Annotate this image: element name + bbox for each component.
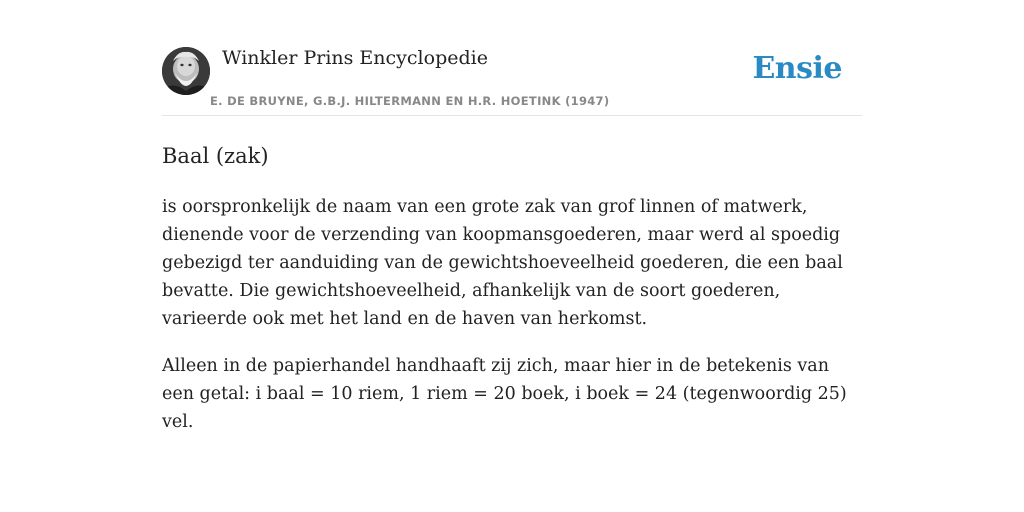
entry-title: Baal (zak) <box>162 144 269 168</box>
source-authors: E. DE BRUYNE, G.B.J. HILTERMANN EN H.R. HOETINK (1947) <box>210 94 610 108</box>
entry-paragraph: Alleen in de papierhandel handhaaft zij zich, maar hier in de betekenis van een getal: i baal = 10 riem, 1 riem = 20 boek, i boek = 24 (tegenwoordig 25) vel. <box>162 356 847 432</box>
ensie-logo-link[interactable]: Ensie <box>752 51 842 86</box>
source-title[interactable]: Winkler Prins Encyclopedie <box>222 47 488 69</box>
bearded-man-portrait-icon <box>162 47 210 95</box>
entry-paragraph: is oorspronkelijk de naam van een grote zak van grof linnen of matwerk, dienende voor de verzending van koopmansgoederen, maar werd al spoedig gebezigd ter aanduiding van de gewichtshoeveelheid goederen, die een baal bevatte. Die gewichtshoeveelheid, afhankelijk van de soort goederen, varieerde ook met het land en de haven van herkomst. <box>162 197 843 329</box>
author-avatar[interactable] <box>162 47 210 95</box>
source-header <box>162 44 862 116</box>
entry-card <box>162 44 862 436</box>
